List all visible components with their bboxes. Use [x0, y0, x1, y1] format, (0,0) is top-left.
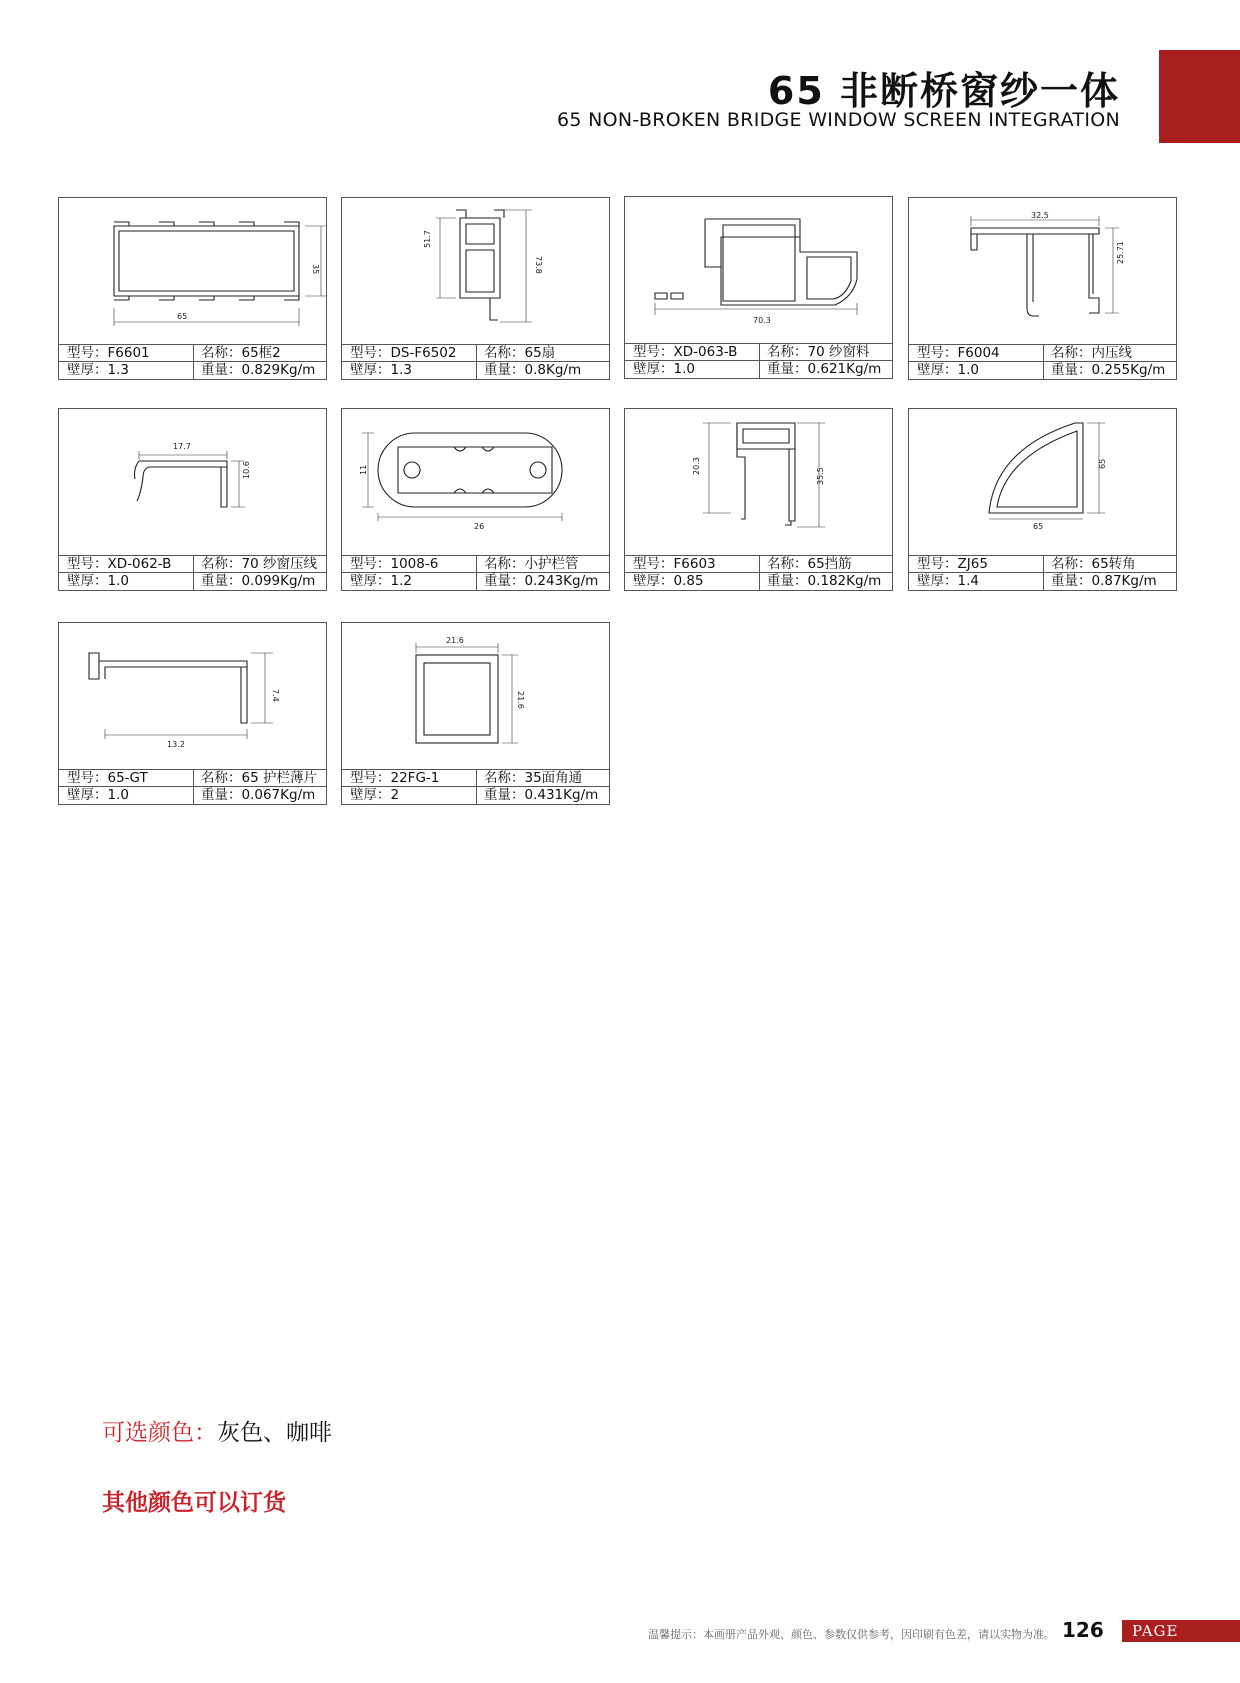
model-value: ZJ65: [957, 556, 988, 572]
dimension-label: 17.7: [173, 442, 191, 451]
thickness-cell: 壁厚：1.3: [342, 362, 477, 379]
spec-table: [909, 344, 1176, 379]
weight-value: 0.87Kg/m: [1091, 573, 1157, 589]
model-cell: 型号：F6603: [625, 556, 760, 572]
model-value: F6603: [673, 556, 716, 572]
product-card-xd-062-b: [58, 408, 327, 591]
page-subtitle: 65 NON-BROKEN BRIDGE WINDOW SCREEN INTEGRATION: [556, 109, 1120, 131]
thickness-cell: 壁厚：1.0: [625, 361, 760, 378]
spec-table: [59, 769, 326, 804]
dimension-label: 73.8: [534, 256, 543, 274]
profile-drawing: [909, 198, 1176, 346]
weight-cell: 重量：0.067Kg/m: [201, 787, 316, 803]
dimension-label: 21.6: [516, 691, 525, 709]
profile-drawing: [342, 198, 609, 346]
page-tag: PAGE: [1122, 1620, 1240, 1642]
model-cell: 型号：65-GT: [59, 770, 194, 786]
profile-drawing: [342, 409, 609, 557]
thickness-value: 1.3: [390, 362, 412, 378]
name-cell: 名称：70 纱窗料: [767, 344, 870, 360]
thickness-cell: 壁厚：1.3: [59, 362, 194, 379]
dimension-label: 21.6: [446, 636, 464, 645]
model-cell: 型号：DS-F6502: [342, 345, 477, 361]
weight-cell: 重量：0.87Kg/m: [1051, 573, 1157, 589]
weight-value: 0.829Kg/m: [241, 362, 316, 378]
colors-label: 可选颜色：: [102, 1420, 217, 1446]
dimension-label: 11: [359, 464, 368, 475]
name-cell: 名称：65 护栏薄片: [201, 770, 317, 786]
thickness-value: 1.4: [957, 573, 979, 589]
profile-drawing: [909, 409, 1176, 557]
model-cell: 型号：ZJ65: [909, 556, 1044, 572]
name-cell: 名称：70 纱窗压线: [201, 556, 317, 572]
model-value: XD-063-B: [673, 344, 738, 360]
colors-value: 灰色、咖啡: [217, 1420, 332, 1446]
thickness-value: 1.0: [957, 362, 979, 378]
page-title: 65 非断桥窗纱一体: [767, 69, 1120, 113]
profile-drawing: [625, 197, 892, 345]
name-cell: 名称：65挡筋: [767, 556, 852, 572]
thickness-value: 1.3: [107, 362, 129, 378]
model-cell: 型号：XD-062-B: [59, 556, 194, 572]
weight-cell: 重量：0.621Kg/m: [767, 361, 882, 377]
dimension-label: 10.6: [242, 461, 251, 479]
product-card-f6603: [624, 408, 893, 591]
profile-drawing: [59, 409, 326, 557]
weight-value: 0.255Kg/m: [1091, 362, 1166, 378]
name-value: 65转角: [1091, 556, 1136, 572]
name-cell: 名称：65框2: [201, 345, 281, 361]
spec-table: [342, 555, 609, 590]
dimension-label: 65: [1033, 522, 1044, 531]
model-value: DS-F6502: [390, 345, 457, 361]
spec-table: [625, 343, 892, 378]
name-value: 65 护栏薄片: [241, 770, 317, 786]
thickness-cell: 壁厚：1.2: [342, 573, 477, 590]
dimension-label: 26: [474, 522, 485, 531]
weight-cell: 重量：0.829Kg/m: [201, 362, 316, 378]
weight-cell: 重量：0.099Kg/m: [201, 573, 316, 589]
model-cell: 型号：F6601: [59, 345, 194, 361]
name-value: 35面角通: [524, 770, 583, 786]
thickness-value: 1.0: [673, 361, 695, 377]
thickness-value: 1.0: [107, 573, 129, 589]
name-cell: 名称：小护栏管: [484, 556, 579, 572]
dimension-label: 70.3: [753, 316, 771, 325]
name-cell: 名称：内压线: [1051, 345, 1132, 361]
thickness-cell: 壁厚：2: [342, 787, 477, 804]
header-accent-block: [1159, 50, 1240, 143]
product-card-1008-6: [341, 408, 610, 591]
product-card-22fg-1: [341, 622, 610, 805]
order-note: 其他颜色可以订货: [102, 1490, 286, 1516]
dimension-label: 13.2: [167, 740, 185, 749]
profile-drawing: [342, 623, 609, 771]
name-cell: 名称：65转角: [1051, 556, 1136, 572]
thickness-cell: 壁厚：0.85: [625, 573, 760, 590]
thickness-cell: 壁厚：1.0: [59, 573, 194, 590]
weight-value: 0.431Kg/m: [524, 787, 599, 803]
model-cell: 型号：22FG-1: [342, 770, 477, 786]
product-card-f6601: [58, 197, 327, 380]
weight-value: 0.067Kg/m: [241, 787, 316, 803]
thickness-cell: 壁厚：1.0: [59, 787, 194, 804]
weight-value: 0.243Kg/m: [524, 573, 599, 589]
name-cell: 名称：65扇: [484, 345, 556, 361]
dimension-label: 35.5: [816, 467, 825, 485]
dimension-label: 65: [1098, 458, 1107, 469]
model-cell: 型号：1008-6: [342, 556, 477, 572]
product-card-f6004: [908, 197, 1177, 380]
name-value: 70 纱窗料: [807, 344, 870, 360]
dimension-label: 65: [177, 312, 188, 321]
product-card-ds-f6502: [341, 197, 610, 380]
profile-drawing: [625, 409, 892, 557]
name-value: 65扇: [524, 345, 556, 361]
thickness-cell: 壁厚：1.4: [909, 573, 1044, 590]
name-value: 小护栏管: [524, 556, 579, 572]
spec-table: [909, 555, 1176, 590]
weight-value: 0.099Kg/m: [241, 573, 316, 589]
page-number: 126: [1062, 1618, 1104, 1642]
product-card-zj65: [908, 408, 1177, 591]
weight-cell: 重量：0.243Kg/m: [484, 573, 599, 589]
weight-cell: 重量：0.8Kg/m: [484, 362, 582, 378]
weight-value: 0.621Kg/m: [807, 361, 882, 377]
profile-drawing: [59, 623, 326, 771]
spec-table: [342, 344, 609, 379]
thickness-value: 2: [390, 787, 400, 803]
model-cell: 型号：F6004: [909, 345, 1044, 361]
model-value: 1008-6: [390, 556, 439, 572]
model-value: 22FG-1: [390, 770, 440, 786]
model-cell: 型号：XD-063-B: [625, 344, 760, 360]
dimension-label: 32.5: [1031, 211, 1049, 220]
thickness-value: 1.2: [390, 573, 412, 589]
model-value: 65-GT: [107, 770, 148, 786]
weight-value: 0.8Kg/m: [524, 362, 582, 378]
available-colors: [102, 1414, 332, 1447]
name-value: 65挡筋: [807, 556, 852, 572]
model-value: F6601: [107, 345, 150, 361]
weight-cell: 重量：0.182Kg/m: [767, 573, 882, 589]
name-value: 内压线: [1091, 345, 1132, 361]
spec-table: [625, 555, 892, 590]
product-card-xd-063-b: [624, 196, 893, 379]
dimension-label: 51.7: [423, 230, 432, 248]
weight-cell: 重量：0.255Kg/m: [1051, 362, 1166, 378]
spec-table: [59, 555, 326, 590]
dimension-label: 7.4: [271, 689, 280, 702]
product-card-65-gt: [58, 622, 327, 805]
thickness-cell: 壁厚：1.0: [909, 362, 1044, 379]
dimension-label: 20.3: [692, 457, 701, 475]
spec-table: [59, 344, 326, 379]
name-cell: 名称：35面角通: [484, 770, 583, 786]
profile-drawing: [59, 198, 326, 346]
weight-cell: 重量：0.431Kg/m: [484, 787, 599, 803]
dimension-label: 35: [311, 264, 320, 275]
spec-table: [342, 769, 609, 804]
thickness-value: 1.0: [107, 787, 129, 803]
name-value: 70 纱窗压线: [241, 556, 317, 572]
model-value: XD-062-B: [107, 556, 172, 572]
name-value: 65框2: [241, 345, 281, 361]
dimension-label: 25.71: [1116, 241, 1125, 264]
footer-disclaimer: 温馨提示：本画册产品外观、颜色、参数仅供参考，因印刷有色差，请以实物为准。: [648, 1628, 1055, 1641]
model-value: F6004: [957, 345, 1000, 361]
thickness-value: 0.85: [673, 573, 704, 589]
weight-value: 0.182Kg/m: [807, 573, 882, 589]
